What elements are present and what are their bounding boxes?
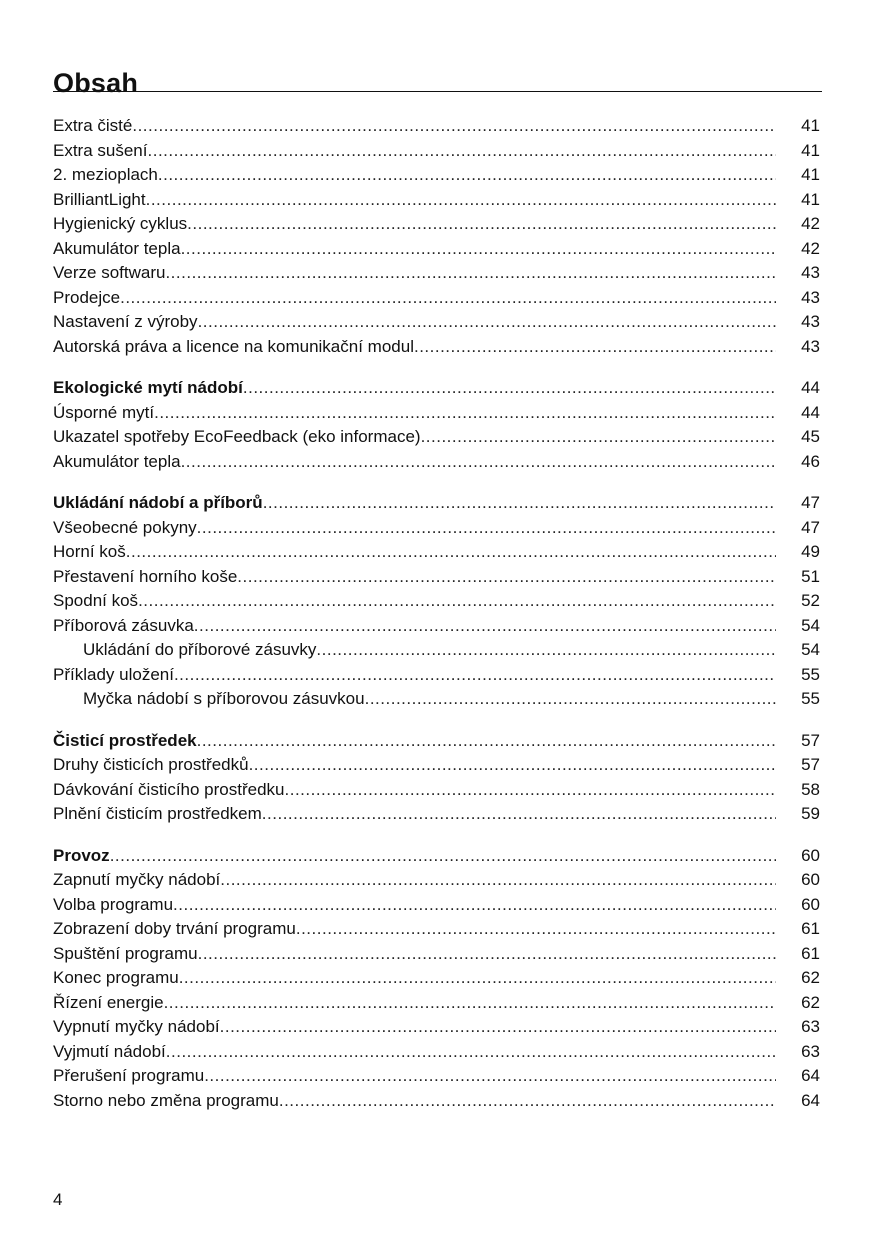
toc-entry-page: 46: [801, 451, 820, 471]
toc-entry-label: Extra čisté: [53, 116, 133, 135]
toc-section: [53, 376, 820, 474]
toc-entry-label: Volba programu: [53, 894, 174, 914]
toc-entry-page: 63: [801, 1041, 820, 1061]
toc-entry-label: Akumulátor tepla: [53, 238, 181, 258]
toc-entry-page: 44: [801, 378, 820, 397]
dot-leader: [181, 450, 776, 475]
dot-leader: [198, 942, 776, 967]
toc-entry-label: Horní koš: [53, 542, 126, 561]
toc-entry-page: 62: [801, 992, 820, 1012]
dot-leader: [316, 638, 776, 663]
toc-section: [53, 844, 820, 1114]
toc-entry[interactable]: [53, 753, 820, 778]
toc-entry-page: 44: [801, 402, 820, 422]
toc-entry-page: 64: [801, 1090, 820, 1110]
dot-leader: [249, 753, 776, 778]
table-of-contents: [53, 114, 820, 1130]
dot-leader: [146, 188, 776, 213]
toc-entry-label: Spuštění programu: [53, 943, 198, 963]
toc-entry[interactable]: [53, 163, 820, 188]
dot-leader: [164, 991, 776, 1016]
toc-entry-label: Provoz: [53, 845, 110, 865]
toc-entry[interactable]: [53, 450, 820, 475]
toc-entry-label: Druhy čisticích prostředků: [53, 755, 249, 774]
dot-leader: [263, 491, 776, 516]
toc-entry-label: Ekologické mytí nádobí: [53, 378, 243, 397]
dot-leader: [365, 687, 776, 712]
toc-entry-page: 55: [801, 689, 820, 708]
toc-entry-label: Nastavení z výroby: [53, 312, 198, 331]
toc-entry[interactable]: [53, 139, 820, 164]
toc-section-heading[interactable]: [53, 729, 820, 754]
toc-entry[interactable]: [53, 942, 820, 967]
toc-entry-page: 41: [801, 165, 820, 184]
toc-entry[interactable]: [53, 425, 820, 450]
toc-entry-page: 43: [801, 336, 820, 356]
toc-entry-page: 57: [801, 730, 820, 750]
toc-entry[interactable]: [53, 663, 820, 688]
dot-leader: [187, 212, 776, 237]
toc-entry-page: 54: [801, 615, 820, 635]
toc-entry-label: Prodejce: [53, 287, 121, 307]
dot-leader: [181, 237, 776, 262]
toc-entry[interactable]: [53, 893, 820, 918]
page-number: 4: [53, 1190, 63, 1209]
toc-entry-label: Akumulátor tepla: [53, 451, 181, 471]
toc-entry-label: Přestavení horního koše: [53, 566, 238, 586]
toc-subentry[interactable]: [53, 687, 820, 712]
toc-entry[interactable]: [53, 212, 820, 237]
dot-leader: [197, 729, 776, 754]
dot-leader: [179, 966, 776, 991]
toc-entry-page: 43: [801, 312, 820, 331]
dot-leader: [262, 802, 776, 827]
toc-entry-page: 64: [801, 1066, 820, 1085]
toc-entry-label: Plnění čisticím prostředkem: [53, 804, 262, 823]
toc-entry[interactable]: [53, 778, 820, 803]
toc-entry-page: 54: [801, 640, 820, 659]
toc-entry-label: Myčka nádobí s příborovou zásuvkou: [83, 689, 365, 708]
toc-entry[interactable]: [53, 114, 820, 139]
toc-entry[interactable]: [53, 1064, 820, 1089]
toc-entry-label: Konec programu: [53, 968, 179, 987]
toc-entry[interactable]: [53, 565, 820, 590]
toc-entry-page: 49: [801, 542, 820, 561]
toc-entry-label: Vyjmutí nádobí: [53, 1041, 166, 1061]
toc-entry-page: 60: [801, 845, 820, 865]
toc-entry[interactable]: [53, 1040, 820, 1065]
toc-entry[interactable]: [53, 991, 820, 1016]
dot-leader: [174, 663, 776, 688]
dot-leader: [279, 1089, 776, 1114]
dot-leader: [220, 868, 776, 893]
dot-leader: [237, 565, 776, 590]
toc-entry[interactable]: [53, 401, 820, 426]
dot-leader: [243, 376, 776, 401]
toc-entry-label: Spodní koš: [53, 591, 139, 610]
toc-entry-page: 60: [801, 870, 820, 889]
toc-entry-page: 59: [801, 804, 820, 823]
dot-leader: [173, 893, 776, 918]
toc-section: [53, 114, 820, 359]
toc-entry-page: 43: [801, 287, 820, 307]
toc-entry[interactable]: [53, 286, 820, 311]
toc-entry-label: Čisticí prostředek: [53, 730, 197, 750]
dot-leader: [197, 516, 776, 541]
toc-entry-page: 52: [801, 591, 820, 610]
toc-section-heading[interactable]: [53, 844, 820, 869]
toc-entry[interactable]: [53, 966, 820, 991]
toc-entry[interactable]: [53, 589, 820, 614]
toc-entry-label: Úsporné mytí: [53, 402, 155, 422]
dot-leader: [154, 401, 776, 426]
title-divider: [53, 91, 822, 92]
toc-entry[interactable]: [53, 917, 820, 942]
toc-entry-page: 61: [801, 919, 820, 938]
toc-entry[interactable]: [53, 335, 820, 360]
dot-leader: [138, 589, 776, 614]
page-title: Obsah: [53, 68, 139, 99]
toc-entry[interactable]: [53, 1089, 820, 1114]
toc-entry-page: 45: [801, 427, 820, 446]
toc-entry-label: Ukládání nádobí a příborů: [53, 493, 263, 512]
toc-entry-label: Ukazatel spotřeby EcoFeedback (eko informace): [53, 427, 421, 446]
toc-entry-page: 61: [801, 943, 820, 963]
toc-entry[interactable]: [53, 516, 820, 541]
toc-entry-page: 57: [801, 755, 820, 774]
toc-entry-label: Vypnutí myčky nádobí: [53, 1017, 220, 1036]
toc-entry-label: Zapnutí myčky nádobí: [53, 870, 221, 889]
toc-entry-page: 42: [801, 238, 820, 258]
toc-entry-label: Storno nebo změna programu: [53, 1090, 279, 1110]
toc-entry-page: 47: [801, 517, 820, 537]
toc-entry-label: Řízení energie: [53, 992, 164, 1012]
toc-entry-page: 58: [801, 779, 820, 799]
toc-entry-label: Příborová zásuvka: [53, 615, 194, 635]
toc-entry-label: Všeobecné pokyny: [53, 517, 197, 537]
toc-entry[interactable]: [53, 868, 820, 893]
dot-leader: [285, 778, 777, 803]
toc-section-heading[interactable]: [53, 491, 820, 516]
dot-leader: [421, 425, 776, 450]
toc-entry[interactable]: [53, 188, 820, 213]
toc-entry-label: BrilliantLight: [53, 189, 146, 209]
toc-entry-label: Autorská práva a licence na komunikační modul: [53, 336, 414, 356]
dot-leader: [204, 1064, 776, 1089]
toc-entry-label: Ukládání do příborové zásuvky: [83, 640, 317, 659]
toc-entry-page: 55: [801, 664, 820, 684]
toc-entry[interactable]: [53, 1015, 820, 1040]
toc-entry-page: 60: [801, 894, 820, 914]
toc-section-heading[interactable]: [53, 376, 820, 401]
toc-entry-label: Zobrazení doby trvání programu: [53, 919, 296, 938]
dot-leader: [165, 261, 776, 286]
toc-entry-label: Dávkování čisticího prostředku: [53, 779, 285, 799]
toc-entry-page: 41: [801, 140, 820, 160]
toc-entry[interactable]: [53, 802, 820, 827]
dot-leader: [220, 1015, 776, 1040]
toc-entry-label: 2. mezioplach: [53, 165, 158, 184]
toc-entry-label: Verze softwaru: [53, 263, 166, 282]
dot-leader: [132, 114, 776, 139]
toc-entry-label: Příklady uložení: [53, 664, 174, 684]
toc-entry-page: 47: [801, 493, 820, 512]
dot-leader: [110, 844, 776, 869]
toc-entry-page: 62: [801, 968, 820, 987]
toc-entry-page: 41: [801, 189, 820, 209]
dot-leader: [158, 163, 776, 188]
dot-leader: [198, 310, 776, 335]
toc-entry-page: 42: [801, 214, 820, 233]
toc-entry[interactable]: [53, 261, 820, 286]
toc-entry[interactable]: [53, 540, 820, 565]
dot-leader: [126, 540, 776, 565]
dot-leader: [194, 614, 776, 639]
dot-leader: [166, 1040, 776, 1065]
toc-entry-label: Hygienický cyklus: [53, 214, 188, 233]
dot-leader: [414, 335, 776, 360]
toc-section: [53, 729, 820, 827]
toc-entry[interactable]: [53, 310, 820, 335]
toc-entry[interactable]: [53, 614, 820, 639]
toc-entry-page: 41: [801, 116, 820, 135]
toc-entry-page: 51: [801, 566, 820, 586]
toc-entry-page: 63: [801, 1017, 820, 1036]
dot-leader: [148, 139, 777, 164]
toc-entry-page: 43: [801, 263, 820, 282]
dot-leader: [296, 917, 776, 942]
toc-entry[interactable]: [53, 237, 820, 262]
dot-leader: [120, 286, 776, 311]
toc-subentry[interactable]: [53, 638, 820, 663]
toc-entry-label: Přerušení programu: [53, 1066, 205, 1085]
toc-section: [53, 491, 820, 712]
toc-entry-label: Extra sušení: [53, 140, 148, 160]
